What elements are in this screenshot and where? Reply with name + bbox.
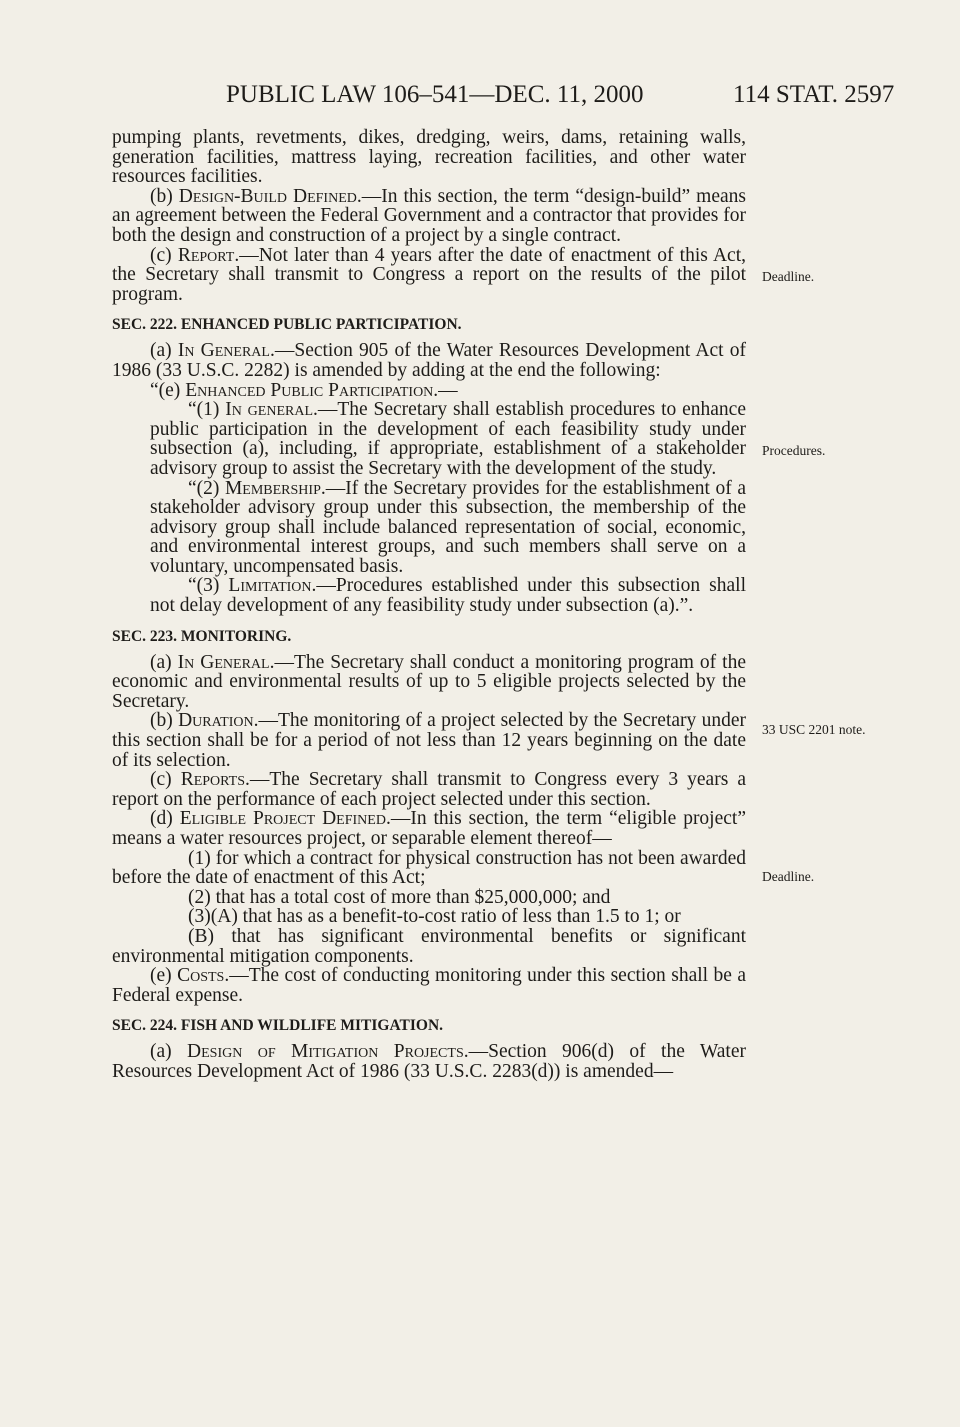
margin-note-deadline: Deadline. xyxy=(762,269,815,284)
paragraph-223-c: (c) Reports.—The Secretary shall transmit to Congress every 3 years a report on the performance of each project selected under this section. xyxy=(112,769,746,810)
paragraph-design-build-defined: (b) Design-Build Defined.—In this section, the term “design-build” means an agreement between the Federal Government and a contractor that provides for both the design and construction of a project by a single contract. xyxy=(112,185,746,246)
paragraph-223-e: (e) Costs.—The cost of conducting monitoring under this section shall be a Federal expense. xyxy=(112,965,746,1006)
paragraph-report: (c) Report.—Not later than 4 years after the date of enactment of this Act, the Secretary shall transmit to Congress a report on the results of the pilot program. xyxy=(112,244,746,305)
paragraph-222-a: (a) In General.—Section 905 of the Water Resources Development Act of 1986 (33 U.S.C. 2282) is amended by adding at the end the following: xyxy=(112,340,746,381)
paragraph-223-d3a: (3)(A) that has as a benefit-to-cost ratio of less than 1.5 to 1; or xyxy=(188,906,681,928)
paragraph-222-e2: “(2) Membership.—If the Secretary provides for the establishment of a stakeholder advisory group under this subsection, the membership of the advisory group shall include balanced representation of social, economic, and environmental interest groups, and such members shall serve on a voluntary, uncompensated basis. xyxy=(150,477,746,577)
section-heading-222: SEC. 222. ENHANCED PUBLIC PARTICIPATION. xyxy=(112,316,462,334)
paragraph-222-e3: “(3) Limitation.—Procedures established under this subsection shall not delay development of any feasibility study under subsection (a).”. xyxy=(150,575,746,617)
paragraph-223-b: (b) Duration.—The monitoring of a project selected by the Secretary under this section shall be for a period of not less than 12 years beginning on the date of its selection. xyxy=(112,710,746,771)
section-heading-224: SEC. 224. FISH AND WILDLIFE MITIGATION. xyxy=(112,1017,444,1035)
margin-note-deadline-2: Deadline. xyxy=(762,869,815,884)
paragraph-223-d3b: (B) that has significant environmental benefits or significant environmental mitigation components. xyxy=(112,925,746,967)
running-header-stat-page: 114 STAT. 2597 xyxy=(733,81,895,108)
running-header-title: PUBLIC LAW 106–541—DEC. 11, 2000 xyxy=(226,81,644,108)
section-heading-223: SEC. 223. MONITORING. xyxy=(112,627,292,645)
margin-note-procedures: Procedures. xyxy=(762,443,826,458)
margin-note-usc-citation: 33 USC 2201 note. xyxy=(762,722,866,737)
paragraph-223-a: (a) In General.—The Secretary shall conduct a monitoring program of the economic and environmental results of up to 5 eligible projects selected by the Secretary. xyxy=(112,651,746,712)
paragraph-224-a: (a) Design of Mitigation Projects.—Section 906(d) of the Water Resources Development Act of 1986 (33 U.S.C. 2283(d)) is amended— xyxy=(112,1041,746,1082)
body-text xyxy=(112,128,746,1082)
paragraph-pumping-plants: pumping plants, revetments, dikes, dredging, weirs, dams, retaining walls, generation facilities, mattress laying, recreation facilities, and other water resources facilities. xyxy=(112,127,746,188)
paragraph-223-d2: (2) that has a total cost of more than $25,000,000; and xyxy=(188,886,611,908)
paragraph-223-d1: (1) for which a contract for physical construction has not been awarded before the date of enactment of this Act; xyxy=(112,847,746,889)
paragraph-223-d: (d) Eligible Project Defined.—In this section, the term “eligible project” means a water resources project, or separable element thereof— xyxy=(112,808,746,849)
paragraph-222-e: “(e) Enhanced Public Participation.— xyxy=(150,379,458,401)
paragraph-222-e1: “(1) In general.—The Secretary shall establish procedures to enhance public participation in the development of each feasibility study under subsection (a), including, if appropriate, establishment of a stakeholder advisory group to assist the Secretary with the development of the study. xyxy=(150,399,746,479)
